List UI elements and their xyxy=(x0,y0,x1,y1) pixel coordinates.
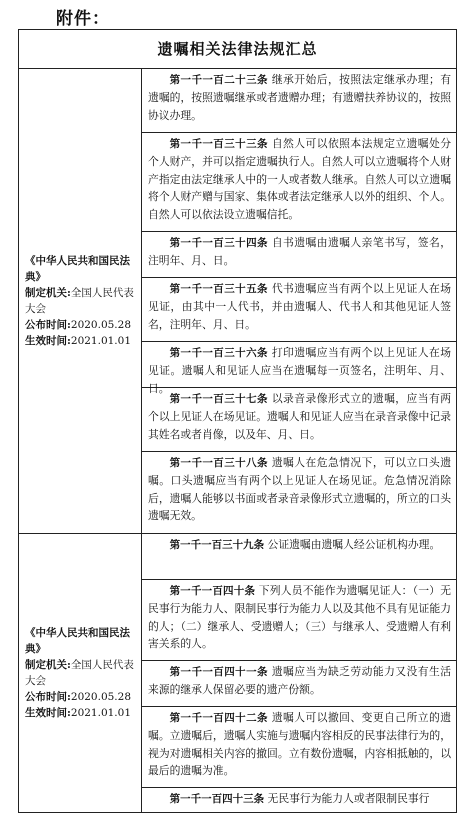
article-text: 自书遗嘱由遗嘱人亲笔书写，签名，注明年、月、日。 xyxy=(148,236,452,268)
law-info-cell xyxy=(19,69,142,533)
effective-value: 2021.01.01 xyxy=(70,335,132,347)
article-cell xyxy=(142,788,456,812)
agency-value: 全国人民代表大会 xyxy=(25,287,134,315)
article-cell xyxy=(142,133,456,232)
agency-line xyxy=(25,285,137,317)
article-number: 第一千一百四十二条 xyxy=(169,712,268,724)
article-number: 第一千一百三十五条 xyxy=(169,283,268,295)
article-number: 第一千一百三十八条 xyxy=(169,457,268,469)
article-number: 第一千一百四十三条 xyxy=(169,793,265,805)
law-info-cell xyxy=(19,534,142,812)
article-text: 遗嘱人可以撤回、变更自己所立的遗嘱。立遗嘱后，遗嘱人实施与遗嘱内容相反的民事法律行为的，视为对遗嘱相关内容的撤回。立有数份遗嘱，内容相抵触的，以最后的遗嘱为准。 xyxy=(148,711,452,778)
article-cell xyxy=(142,707,456,788)
articles-column xyxy=(142,534,456,812)
attachment-label: 附件： xyxy=(56,9,110,29)
article-cell xyxy=(142,342,456,395)
law-group xyxy=(19,534,456,812)
agency-label: 制定机关: xyxy=(25,659,71,671)
article-text: 公证遗嘱由遗嘱人经公证机构办理。 xyxy=(267,538,441,551)
article-cell xyxy=(142,232,456,278)
article-text: 下列人员不能作为遗嘱见证人：（一）无民事行为能力人、限制民事行为能力人以及其他不具有见证能力的人；（二）继承人、受遗赠人；（三）与继承人、受遗赠人有利害关系的人。 xyxy=(148,584,451,651)
article-text: 继承开始后，按照法定继承办理；有遗嘱的，按照遗嘱继承或者遗赠办理；有遗赠扶养协议的，按照协议办理。 xyxy=(148,73,452,122)
effective-value: 2021.01.01 xyxy=(70,707,132,719)
agency-line xyxy=(25,657,137,689)
article-cell xyxy=(142,69,456,133)
article-number: 第一千一百三十三条 xyxy=(169,138,268,150)
article-text: 遗嘱应当为缺乏劳动能力又没有生活来源的继承人保留必要的遗产份额。 xyxy=(148,665,452,697)
publish-value: 2020.05.28 xyxy=(70,319,132,331)
article-cell xyxy=(142,661,456,707)
publish-value: 2020.05.28 xyxy=(70,691,132,703)
effective-label: 生效时间: xyxy=(25,707,71,719)
agency-label: 制定机关: xyxy=(25,287,71,299)
article-text: 无民事行为能力人或者限制民事行 xyxy=(267,792,430,805)
law-name: 《中华人民共和国民法典》 xyxy=(25,255,130,283)
article-cell xyxy=(142,278,456,342)
table-title: 遗嘱相关法律法规汇总 xyxy=(19,30,456,69)
article-cell xyxy=(142,534,456,580)
article-number: 第一千一百四十条 xyxy=(169,585,256,597)
law-name: 《中华人民共和国民法典》 xyxy=(25,627,130,655)
article-cell xyxy=(142,388,456,452)
publish-label: 公布时间: xyxy=(25,319,71,331)
publish-label: 公布时间: xyxy=(25,691,71,703)
articles-column xyxy=(142,69,456,533)
article-text: 自然人可以依照本法规定立遗嘱处分个人财产，并可以指定遗嘱执行人。自然人可以立遗嘱将个人财产指定由法定继承人中的一人或者数人继承。自然人可以立遗嘱将个人财产赠与国家、集体或者法定继承人以外的组织、个人。自然人可以依法设立遗嘱信托。 xyxy=(148,137,452,221)
effective-label: 生效时间: xyxy=(25,335,71,347)
article-text: 以录音录像形式立的遗嘱，应当有两个以上见证人在场见证。遗嘱人和见证人应当在录音录像中记录其姓名或者肖像，以及年、月、日。 xyxy=(148,392,452,441)
article-text: 代书遗嘱应当有两个以上见证人在场见证，由其中一人代书，并由遗嘱人、代书人和其他见证人签名，注明年、月、日。 xyxy=(148,282,452,331)
agency-value: 全国人民代表大会 xyxy=(25,659,134,687)
article-number: 第一千一百三十六条 xyxy=(169,347,268,359)
article-cell xyxy=(142,580,456,661)
article-text: 打印遗嘱应当有两个以上见证人在场见证。遗嘱人和见证人应当在遗嘱每一页签名，注明年、月、日。 xyxy=(148,346,452,395)
effective-line xyxy=(25,333,137,349)
article-number: 第一千一百二十三条 xyxy=(169,74,268,86)
article-number: 第一千一百三十四条 xyxy=(169,237,268,249)
article-number: 第一千一百三十九条 xyxy=(169,539,265,551)
article-number: 第一千一百四十一条 xyxy=(169,666,268,678)
article-text: 遗嘱人在危急情况下，可以立口头遗嘱。口头遗嘱应当有两个以上见证人在场见证。危急情况消除后，遗嘱人能够以书面或者录音录像形式立遗嘱的，所立的口头遗嘱无效。 xyxy=(148,456,452,523)
article-number: 第一千一百三十七条 xyxy=(169,393,268,405)
publish-line xyxy=(25,689,137,705)
law-group xyxy=(19,69,456,534)
effective-line xyxy=(25,705,137,721)
law-summary-table xyxy=(18,29,457,813)
article-cell xyxy=(142,452,456,533)
publish-line xyxy=(25,317,137,333)
